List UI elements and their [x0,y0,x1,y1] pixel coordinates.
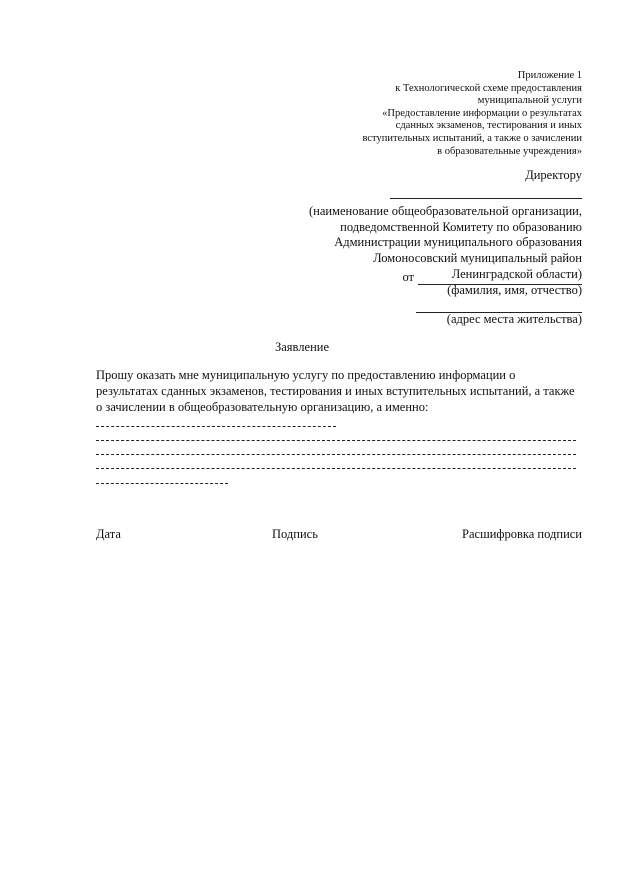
appendix-line: сданных экзаменов, тестирования и иных [395,120,582,132]
body-line: Прошу оказать мне муниципальную услугу по предоставлению информации о [96,368,516,382]
org-caption-line: Администрации муниципального образования [334,235,582,250]
request-line[interactable] [96,468,576,469]
appendix-line: Приложение 1 [517,70,582,81]
request-line[interactable] [96,454,576,455]
appendix-line: муниципальной услуги [477,95,582,107]
body-line: результатах сданных экзаменов, тестирования и иных вступительных испытаний, а также [96,383,575,398]
request-line[interactable] [96,483,228,484]
request-line[interactable] [96,426,336,427]
from-label: от [402,270,414,284]
org-caption-line: подведомственной Комитету по образованию [340,219,582,234]
org-caption-line: Ленинградской области) [451,266,582,281]
body-line: о зачислении в общеобразовательную организацию, а именно: [96,399,429,414]
statement-title: Заявление [274,340,329,354]
date-label: Дата [96,527,121,541]
addressee-block [262,168,582,282]
request-line[interactable] [96,440,576,441]
director-label: Директору [525,168,582,182]
signature-decoding-label: Расшифровка подписи [462,527,582,541]
director-name-field[interactable] [390,198,582,199]
appendix-line: «Предоставление информации о результатах [382,107,582,119]
statement-body [96,368,586,415]
appendix-header [292,70,582,158]
fio-caption: (фамилия, имя, отчество) [447,283,582,297]
appendix-line: к Технологической схеме предоставления [395,82,582,94]
appendix-line: вступительных испытаний, а также о зачислении [362,132,582,144]
signature-label: Подпись [272,527,318,541]
address-caption: (адрес места жительства) [446,312,582,326]
org-caption-line: Ломоносовский муниципальный район [373,250,582,265]
org-caption-line: (наименование общеобразовательной организации, [308,204,582,219]
appendix-line: в образовательные учреждения» [437,145,582,157]
